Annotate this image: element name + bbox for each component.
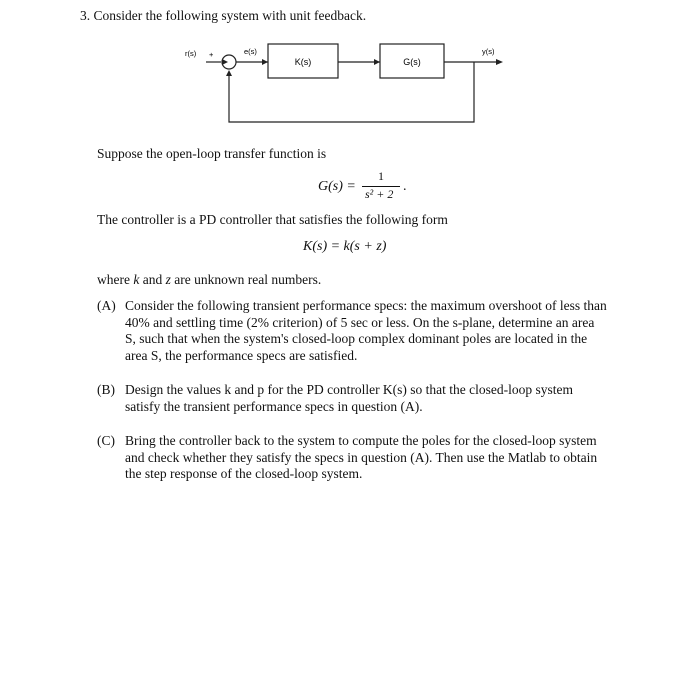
output-label: y(s) [482, 47, 495, 56]
arrowhead-plant [374, 59, 380, 65]
equation-G-period: . [403, 179, 407, 194]
part-b-line: Design the values k and p for the PD controller K(s) so that the closed-loop system [125, 382, 574, 397]
part-b [97, 382, 637, 418]
open-loop-intro: Suppose the open-loop transfer function is [97, 146, 327, 161]
equation-K: K(s) = k(s + z) [303, 239, 387, 254]
part-c-label: (C) [97, 433, 115, 448]
part-b-line: satisfy the transient performance specs in question (A). [125, 398, 423, 414]
plant-label: G(s) [403, 57, 421, 67]
equation-G-denominator: s² + 2 [365, 187, 394, 201]
unknowns-z: z [165, 272, 171, 287]
unknowns-k: k [133, 272, 140, 287]
unknowns-sentence [97, 271, 321, 288]
unknowns-mid: and [139, 272, 166, 287]
input-label: r(s) [185, 49, 197, 58]
unknowns-pre: where [97, 272, 134, 287]
block-diagram [0, 0, 700, 130]
equation-G-numerator: 1 [378, 169, 384, 183]
arrowhead-controller [262, 59, 268, 65]
controller-intro: The controller is a PD controller that satisfies the following form [97, 212, 448, 227]
arrowhead-output [496, 59, 503, 65]
arrowhead-junction [222, 59, 228, 65]
question-number: 3. [80, 8, 91, 23]
error-label: e(s) [244, 47, 257, 56]
part-c-line: the step response of the closed-loop system. [125, 466, 363, 481]
part-a-body [125, 298, 625, 364]
part-a [97, 298, 637, 368]
part-c-body [125, 433, 625, 483]
part-a-line: Consider the following transient performance specs: the maximum overshoot of less than [125, 298, 607, 313]
unknowns-post: are unknown real numbers. [170, 272, 322, 287]
part-a-line: 40% and settling time (2% criterion) of 5 sec or less. On the s-plane, determine an area [125, 314, 595, 330]
question-title-text: Consider the following system with unit feedback. [93, 8, 367, 23]
part-a-line: S, such that when the system's closed-loop complex dominant poles are located in the [125, 331, 588, 346]
part-a-line: area S, the performance specs are satisfied. [125, 347, 358, 363]
part-c [97, 433, 637, 485]
arrowhead-feedback [226, 70, 232, 76]
part-b-label: (B) [97, 382, 115, 397]
part-a-label: (A) [97, 298, 116, 313]
part-c-line: Bring the controller back to the system to compute the poles for the closed-loop system [125, 433, 597, 448]
equation-G-lhs: G(s) = [318, 179, 356, 194]
controller-label: K(s) [294, 57, 312, 67]
part-c-line: and check whether they satisfy the specs in question (A). Then use the Matlab to obtain [125, 449, 598, 465]
part-b-body [125, 382, 625, 415]
plus-sign: + [209, 50, 214, 59]
